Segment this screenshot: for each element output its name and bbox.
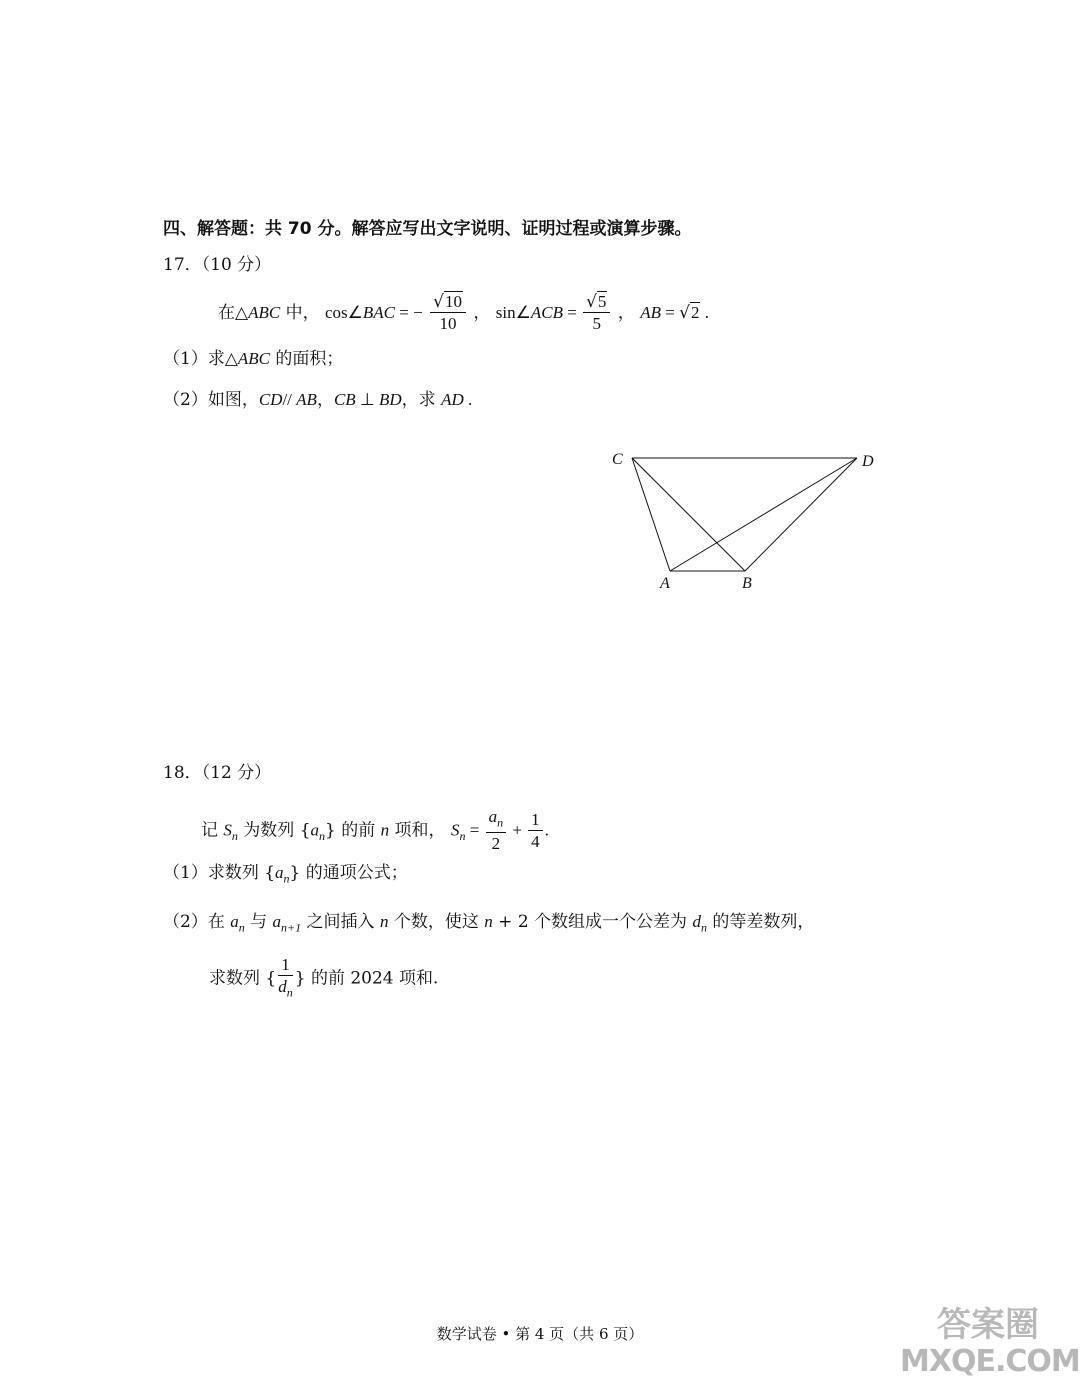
sqrt-symbol: √2 [679,303,700,323]
q18-part2-prefix: （2）在 [163,912,231,932]
q18-s-sub: n [231,829,238,844]
sqrt-symbol: √5 [586,292,607,312]
q18-p2-a-sub: n [238,920,245,935]
q18-p2-n2: n [484,912,493,931]
q18-part2 [163,910,814,939]
q17-sep2: ， [617,303,635,323]
q17-part1 [163,347,343,371]
q17-ab-radicand: 2 [690,303,700,322]
q17-ab-end: . [700,303,709,322]
q18-s-var: S [223,820,232,840]
q18-part1-prefix: （1）求数列 { [163,863,276,883]
q17-cos-num-radicand: 10 [444,292,462,311]
q17-sin-num-radicand: 5 [597,292,607,311]
q17-part1-triangle: ABC [237,349,270,368]
q17-sin-fraction [583,292,610,335]
q18-eq: = [465,820,484,840]
q17-intro-prefix: 在△ [218,303,249,323]
q18-part1-var: a [275,863,284,882]
q18-p2-t2: 之间插入 [301,912,380,932]
segment-ca [632,458,670,571]
q17-part2-end: . [463,390,473,409]
q18-given [201,807,549,855]
q17-ab-label: AB [640,303,661,322]
segment-cb [632,458,745,571]
q18-p2-frac-den-sub: n [286,985,293,1000]
q18-p2-a2-sub: n+1 [281,920,302,935]
q17-sin-den: 5 [592,314,601,333]
q18-a-var: a [310,820,320,840]
q18-frac-1-over-dn [278,955,293,1003]
q17-figure [600,440,890,600]
point-label-c: C [612,451,623,468]
q17-cos-label: cos∠ [325,303,363,322]
q17-part2-bd: BD [378,390,402,409]
q18-end: . [544,820,549,840]
q18-frac-an-over-2 [486,807,507,855]
q17-part2-cb: CB [333,390,356,409]
sqrt-symbol: √10 [433,292,462,312]
q17-part2-sep: ， [316,390,334,410]
watermark-logo [900,1305,1080,1380]
q18-a-sub: n [319,829,326,844]
q18-part1 [163,861,408,890]
watermark-top-text: 答案圈 [937,1305,1039,1345]
q17-sin-eq: = [562,303,582,322]
q18-intro-mid2: } 的前 [325,820,381,841]
q18-p2-n: n [379,912,389,931]
q17-sep1: ， [473,303,491,323]
q18-frac1-num-var: a [488,807,498,826]
q17-part2-ad: AD [441,390,464,409]
q17-cos-angle: BAC [362,303,396,322]
page-footer: 数学试卷 • 第 4 页（共 6 页） [436,1325,644,1343]
q17-cos-den: 10 [439,314,457,333]
q18-part1-sub: n [283,871,290,886]
q18-p2-line2-suf: } 的前 2024 项和. [294,968,439,989]
q18-number: 18．（12 分） [163,763,272,783]
q18-p2-a: a [230,912,239,931]
segment-bd [745,458,857,571]
q18-frac2-den: 4 [531,831,540,851]
q18-p2-t3: 个数，使这 [388,912,485,932]
q17-part2-perp: ⊥ [355,390,379,409]
q18-frac1-num-sub: n [497,815,504,830]
q17-given [218,292,709,335]
q17-cos-eq: = − [395,303,423,322]
q18-plus: + [508,820,527,840]
point-label-d: D [862,453,874,470]
q18-p2-t5: 的等差数列， [706,912,815,932]
q18-intro-mid3: 项和， [389,820,446,841]
q18-s2-sub: n [459,829,466,844]
q17-part2-ab: AB [296,390,317,409]
q17-part2 [163,388,472,412]
segment-ad [670,458,857,571]
q18-intro-mid: 为数列 { [237,820,311,841]
q17-cos-fraction [430,292,466,335]
q18-p2-t4: + 2 个数组成一个公差为 [492,912,693,932]
q18-part2-line2 [209,955,438,1003]
q17-ab-eq: = [661,303,680,322]
q17-part2-prefix: （2）如图， [163,390,259,410]
section-heading: 四、解答题：共 70 分。解答应写出文字说明、证明过程或演算步骤。 [163,219,692,239]
q18-p2-frac-den-var: d [278,977,287,996]
point-label-b: B [742,575,752,592]
q18-p2-d-sub: n [700,920,707,935]
q18-p2-frac-num: 1 [278,955,293,976]
q18-p2-line2-pre: 求数列 { [209,968,277,989]
q17-number: 17．（10 分） [163,255,272,275]
q17-part1-suffix: 的面积； [270,349,344,369]
q17-triangle-name: ABC [248,303,281,322]
q18-p2-d: d [692,912,701,931]
q18-part1-suffix: } 的通项公式； [289,863,408,883]
q18-n-var: n [380,820,390,840]
q17-part2-parallel: // [282,390,297,409]
q18-frac-1-over-4 [528,810,543,853]
q17-part1-prefix: （1）求△ [163,349,238,369]
q17-intro-mid: 中， [280,303,320,323]
q17-sin-angle: ACB [530,303,563,322]
q17-part2-ask: ，求 [401,390,442,410]
q18-intro-pre: 记 [201,820,224,841]
q18-frac1-den: 2 [491,834,501,854]
q18-frac2-num: 1 [528,810,543,831]
point-label-a: A [660,575,670,592]
q18-p2-t1: 与 [244,912,273,932]
q18-s2-var: S [450,820,460,840]
q17-part2-cd: CD [258,390,283,409]
q17-sin-label: sin∠ [495,303,531,322]
watermark-bottom-text: MXQE.COM [900,1344,1080,1379]
q18-p2-a2: a [272,912,282,931]
